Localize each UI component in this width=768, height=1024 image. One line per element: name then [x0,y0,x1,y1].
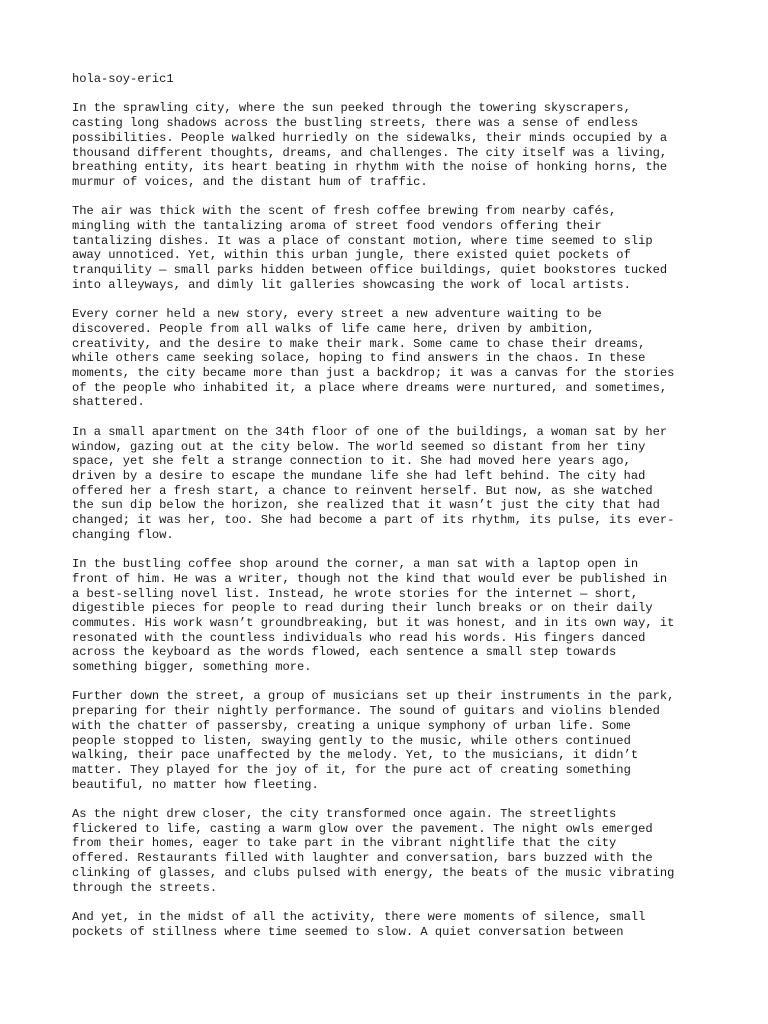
text-line: In the bustling coffee shop around the corner, a man sat with a laptop open in [72,557,639,572]
text-line: a best-selling novel list. Instead, he wrote stories for the internet — short, [72,586,639,601]
text-line: tranquility — small parks hidden between office buildings, quiet bookstores tucked [72,263,668,278]
text-line: the sun dip below the horizon, she realized that it wasn’t just the city that had [72,498,660,513]
text-line: changing flow. [72,527,174,542]
text-line: with the chatter of passersby, creating a unique symphony of urban life. Some [72,718,631,733]
text-line: As the night drew closer, the city transformed once again. The streetlights [72,807,617,822]
text-line: preparing for their nightly performance. The sound of guitars and violins blended [72,704,660,719]
text-line: across the keyboard as the words flowed, each sentence a small step towards [72,645,617,660]
text-line: possibilities. People walked hurriedly on the sidewalks, their minds occupied by a [72,130,668,145]
text-line: driven by a desire to escape the mundane life she had left behind. The city had [72,468,646,483]
text-line: casting long shadows across the bustling streets, there was a sense of endless [72,116,639,131]
text-line: resonated with the countless individuals who read his words. His fingers danced [72,630,646,645]
text-line: away unnoticed. Yet, within this urban jungle, there existed quiet pockets of [72,248,631,263]
text-line: discovered. People from all walks of life came here, driven by ambition, [72,321,595,336]
text-line: window, gazing out at the city below. The world seemed so distant from her tiny [72,439,646,454]
text-line: people stopped to listen, swaying gently to the music, while others continued [72,733,631,748]
author-line: hola-soy-eric1 [72,72,174,86]
text-line: shattered. [72,395,145,410]
text-line: breathing entity, its heart beating in rhythm with the noise of honking horns, the [72,160,668,175]
paragraph [72,425,712,543]
text-line: thousand different thoughts, dreams, and challenges. The city itself was a living, [72,145,668,160]
paragraph [72,557,712,675]
paragraph [72,689,712,792]
text-line: changed; it was her, too. She had become a part of its rhythm, its pulse, its ever- [72,513,675,528]
text-line: while others came seeking solace, hoping to find answers in the chaos. In these [72,351,646,366]
text-line: murmur of voices, and the distant hum of traffic. [72,174,428,189]
paragraph [72,910,712,939]
text-line: beautiful, no matter how fleeting. [72,777,319,792]
text-line: In a small apartment on the 34th floor of one of the buildings, a woman sat by her [72,424,668,439]
text-line: offered. Restaurants filled with laughter and conversation, bars buzzed with the [72,851,653,866]
text-line: something bigger, something more. [72,660,312,675]
text-line: And yet, in the midst of all the activity, there were moments of silence, small [72,909,646,924]
text-line: of the people who inhabited it, a place where dreams were nurtured, and sometimes, [72,380,668,395]
paragraph [72,101,712,189]
text-line: matter. They played for the joy of it, for the pure act of creating something [72,762,631,777]
text-line: front of him. He was a writer, though not the kind that would ever be published in [72,571,668,586]
text-line: The air was thick with the scent of fresh coffee brewing from nearby cafés, [72,204,617,219]
text-line: Every corner held a new story, every street a new adventure waiting to be [72,307,602,322]
text-line: space, yet she felt a strange connection to it. She had moved here years ago, [72,454,631,469]
text-line: flickered to life, casting a warm glow over the pavement. The night owls emerged [72,821,653,836]
text-line: In the sprawling city, where the sun peeked through the towering skyscrapers, [72,101,631,116]
text-line: offered her a fresh start, a chance to reinvent herself. But now, as she watched [72,483,653,498]
text-line: mingling with the tantalizing aroma of street food vendors offering their [72,219,602,233]
text-line: digestible pieces for people to read during their lunch breaks or on their daily [72,601,653,616]
paragraph [72,307,712,410]
text-line: commutes. His work wasn’t groundbreaking, but it was honest, and in its own way, it [72,615,675,630]
document-page [72,72,712,954]
text-line: walking, their pace unaffected by the melody. Yet, to the musicians, it didn’t [72,748,639,763]
text-line: tantalizing dishes. It was a place of constant motion, where time seemed to slip [72,233,653,248]
text-line: pockets of stillness where time seemed to slow. A quiet conversation between [72,924,624,939]
text-line: creativity, and the desire to make their mark. Some came to chase their dreams, [72,336,646,351]
text-line: through the streets. [72,880,218,895]
text-line: from their homes, eager to take part in the vibrant nightlife that the city [72,836,617,851]
text-line: into alleyways, and dimly lit galleries showcasing the work of local artists. [72,277,631,292]
text-line: clinking of glasses, and clubs pulsed with energy, the beats of the music vibrating [72,865,675,880]
paragraph [72,204,712,292]
text-line: Further down the street, a group of musicians set up their instruments in the park, [72,689,675,704]
paragraph [72,807,712,895]
document-body [72,101,712,939]
text-line: moments, the city became more than just a backdrop; it was a canvas for the stories [72,366,675,381]
